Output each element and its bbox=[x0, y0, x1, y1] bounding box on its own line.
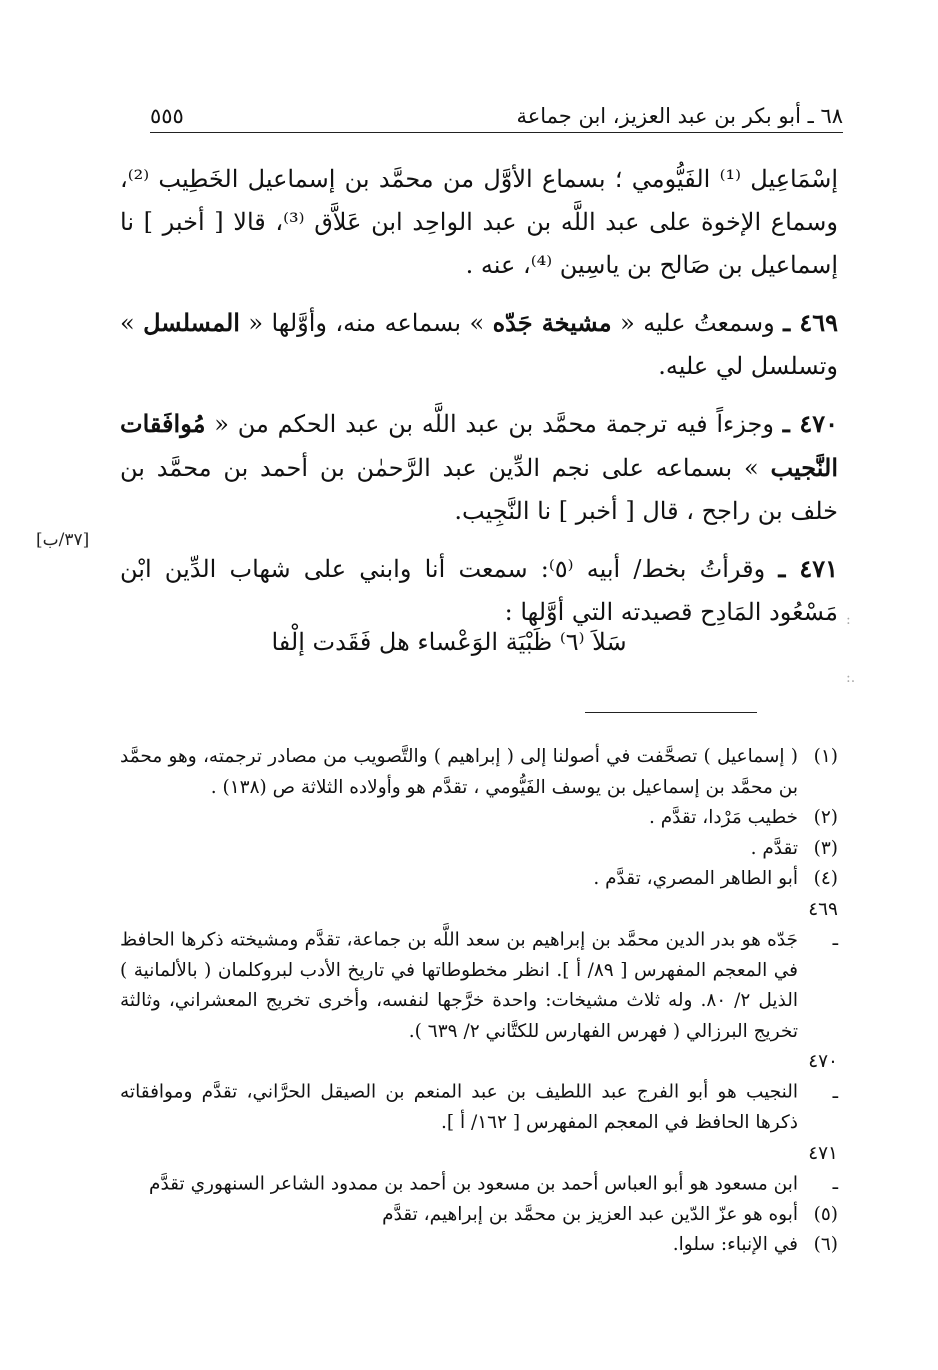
main-text bbox=[120, 158, 838, 648]
footnote-text: النجيب هو أبو الفرج عبد اللطيف بن عبد المنعم بن الصيقل الحرَّاني، تقدَّم وموافقاته ذكرها الحافظ في المعجم المفهرس [ ١٦٢/ أ ]. bbox=[120, 1081, 798, 1133]
footnote-text: أبو الطاهر المصري، تقدَّم . bbox=[593, 868, 798, 889]
footnote bbox=[120, 803, 838, 834]
book-title: مُوافَقات النَّجيب bbox=[120, 409, 838, 482]
footnote bbox=[120, 864, 838, 895]
entry-471 bbox=[120, 547, 838, 634]
footnote-marker: (٣) bbox=[813, 837, 838, 859]
footnote-text: ابن مسعود هو أبو العباس أحمد بن مسعود بن أحمد بن ممدود الشاعر السنهوري تقدَّم bbox=[149, 1173, 798, 1194]
footnote-text: أبوه هو عزّ الدّين عبد العزيز بن محمَّد بن إبراهيم، تقدَّم bbox=[382, 1203, 798, 1225]
footnote-text: خطيب مَرْدا، تقدَّم . bbox=[648, 807, 798, 828]
footnote bbox=[120, 1047, 838, 1139]
footnote bbox=[120, 1200, 838, 1231]
entry-text: » وتسلسل لي عليه. bbox=[120, 309, 838, 380]
page-number: ٥٥٥ bbox=[150, 104, 184, 128]
footnote bbox=[120, 1139, 838, 1200]
footnote-text: ( إسماعيل ) تصحَّفت في أصولنا إلى ( إبراهيم ) والتَّصويب من مصادر ترجمته، وهو محمَّد بن محمَّد بن إسماعيل بن يوسف الفَيُّومي ، تقدَّم هو وأولاده الثلاثة ص (١٣٨) . bbox=[120, 746, 798, 798]
footnote-separator bbox=[585, 712, 757, 713]
book-title: مشيخة جَدّه bbox=[492, 308, 612, 337]
footnote-text: في الإنباء: سلوا. bbox=[672, 1234, 798, 1255]
footnote-text: تقدَّم . bbox=[750, 837, 798, 859]
footnote bbox=[120, 834, 838, 865]
footnote-marker: (٦) bbox=[813, 1234, 838, 1255]
footnote-marker: (١) bbox=[813, 746, 838, 767]
footnote bbox=[120, 742, 838, 803]
footnote-marker: ٤٧١ ـ bbox=[808, 1142, 838, 1194]
entry-text: وجزءاً فيه ترجمة محمَّد بن عبد اللَّه بن عبد الحكم من « bbox=[205, 410, 783, 438]
margin-dot: : bbox=[846, 612, 851, 628]
footnote-text: جَدّه هو بدر الدين محمَّد بن إبراهيم بن سعد اللَّه بن جماعة، تقدَّم ومشيخته ذكرها الحافظ في المعجم المفهرس [ ٨٩/ أ ]. انظر مخطوطاتها في تاريخ الأدب لبروكلمان ( بالألمانية ) الذيل ٢/ ٨٠. وله ثلاث مشيخات: واحدة خرَّجها لنفسه، وأخرى تخريج المعشراني، وثالثة تخريج البرزالي ( فهرس الفهارس للكتَّاني ٢/ ٦٣٩ ). bbox=[120, 929, 798, 1042]
entry-text: » بسماعه منه، وأوَّلها « bbox=[239, 309, 493, 337]
footnote-marker: ٤٧٠ ـ bbox=[808, 1051, 838, 1103]
verse-text: سَلاَ ⁽٦⁾ ظَبْيَة الوَعْساء هل فَقَدت إلْفا bbox=[271, 628, 627, 656]
footnote bbox=[120, 895, 838, 1048]
entry-text: وقرأتُ بخط/ أبيه ⁽٥⁾: سمعت أنا وابني على شهاب الدِّين ابْن مَسْعُود المَادِح قصيدته التي أوَّلها : bbox=[120, 555, 838, 626]
entry-text: وسمعتُ عليه « bbox=[611, 309, 784, 337]
header-title: ٦٨ ـ أبو بكر بن عبد العزيز، ابن جماعة bbox=[516, 104, 843, 128]
paragraph-continuation: إسْمَاعِيل ⁽¹⁾ الفَيُّومي ؛ بسماع الأوَّل من محمَّد بن إسماعيل الخَطِيب ⁽²⁾، وسماع الإخوة على عبد اللَّه بن عبد الواحِد ابن عَلاَّق ⁽³⁾، قالا [ أخبر ] نا إسماعيل بن صَالح بن ياسِين ⁽⁴⁾، عنه . bbox=[120, 165, 839, 279]
footnote-marker: (٤) bbox=[813, 868, 838, 889]
running-header bbox=[150, 96, 843, 133]
footnote-marker: (٢) bbox=[813, 807, 838, 828]
entry-469 bbox=[120, 301, 838, 388]
footnote-marker: ٤٦٩ ـ bbox=[808, 898, 838, 950]
entry-number: ٤٧٠ ـ bbox=[782, 409, 839, 438]
footnotes bbox=[120, 742, 838, 1261]
book-title: المسلسل bbox=[143, 308, 240, 337]
entry-470 bbox=[120, 402, 838, 533]
poem-verse bbox=[0, 628, 938, 656]
footnote-marker: (٥) bbox=[813, 1203, 838, 1225]
entry-number: ٤٦٩ ـ bbox=[783, 308, 839, 337]
margin-dot: .: bbox=[846, 670, 856, 686]
footnote bbox=[120, 1230, 838, 1261]
entry-number: ٤٧١ ـ bbox=[778, 554, 838, 583]
manuscript-folio-marker: [٣٧/ب] bbox=[36, 530, 90, 550]
entry-text: » بسماعه على نجم الدِّين عبد الرَّحمٰن بن أحمد بن محمَّد بن خلف بن راجح ، قال [ أخبر ] نا النَّجِيب. bbox=[120, 454, 838, 525]
